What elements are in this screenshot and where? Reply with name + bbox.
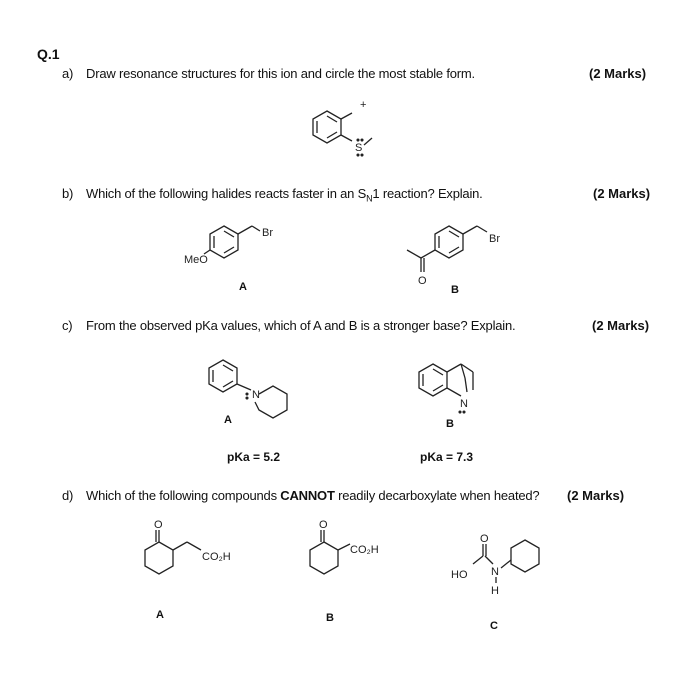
- part-d-letter: d): [62, 488, 74, 503]
- svg-text:O: O: [418, 275, 427, 287]
- part-a-letter: a): [62, 66, 74, 81]
- part-b-question: Which of the following halides reacts faster in an $S_N1$ reaction? Explain.: [86, 186, 483, 204]
- structure-d-label-a: A: [156, 609, 164, 621]
- part-c-question: From the observed pKa values, which of A and B is a stronger base? Explain.: [86, 318, 516, 333]
- part-b-letter: b): [62, 186, 74, 201]
- svg-text:CO₂H: CO₂H: [202, 551, 231, 563]
- structure-a-thioether-cation: [300, 100, 390, 165]
- svg-text:Br: Br: [262, 227, 273, 239]
- structure-d-a-keto-acid: [135, 520, 265, 590]
- svg-text:O: O: [319, 519, 328, 531]
- structure-d-b-beta-keto-acid: [300, 520, 420, 590]
- part-c-letter: c): [62, 318, 73, 333]
- structure-c-a-phenylpiperidine: [195, 350, 305, 420]
- svg-text:HO: HO: [451, 569, 468, 581]
- svg-text:Br: Br: [489, 233, 500, 245]
- part-d-question: Which of the following compounds CANNOT readily decarboxylate when heated?: [86, 488, 540, 503]
- structure-c-label-a: A: [224, 414, 232, 426]
- svg-text:N: N: [460, 398, 468, 410]
- sulfur-atom: S: [355, 142, 363, 154]
- svg-text:MeO: MeO: [184, 254, 208, 266]
- structure-d-label-c: C: [490, 620, 498, 632]
- pka-value-b: pKa = 7.3: [420, 450, 474, 464]
- svg-text:N: N: [252, 389, 260, 401]
- structure-b-b-acetylbenzyl-bromide: [395, 218, 525, 293]
- part-a-question: Draw resonance structures for this ion and circle the most stable form.: [86, 66, 475, 81]
- part-a-marks: (2 Marks): [589, 66, 647, 81]
- structure-b-label-b: B: [451, 284, 459, 296]
- structure-d-label-b: B: [326, 612, 334, 624]
- svg-text:N: N: [491, 566, 499, 578]
- svg-text:O: O: [480, 533, 489, 545]
- cation-plus-sign: +: [360, 99, 367, 111]
- structure-c-label-b: B: [446, 418, 454, 430]
- structure-d-c-carbamic-acid: [445, 530, 555, 605]
- part-c-marks: (2 Marks): [592, 318, 650, 333]
- svg-text:O: O: [154, 519, 163, 531]
- svg-text:CO₂H: CO₂H: [350, 544, 379, 556]
- part-d-marks: (2 Marks): [567, 488, 625, 503]
- question-number: Q.1: [37, 46, 60, 62]
- part-b-marks: (2 Marks): [593, 186, 651, 201]
- structure-c-b-bridged-amine: [405, 350, 515, 420]
- svg-text:H: H: [491, 585, 499, 597]
- structure-b-label-a: A: [239, 281, 247, 293]
- pka-value-a: pKa = 5.2: [227, 450, 281, 464]
- structure-b-a-methoxybenzyl-bromide: [180, 218, 310, 278]
